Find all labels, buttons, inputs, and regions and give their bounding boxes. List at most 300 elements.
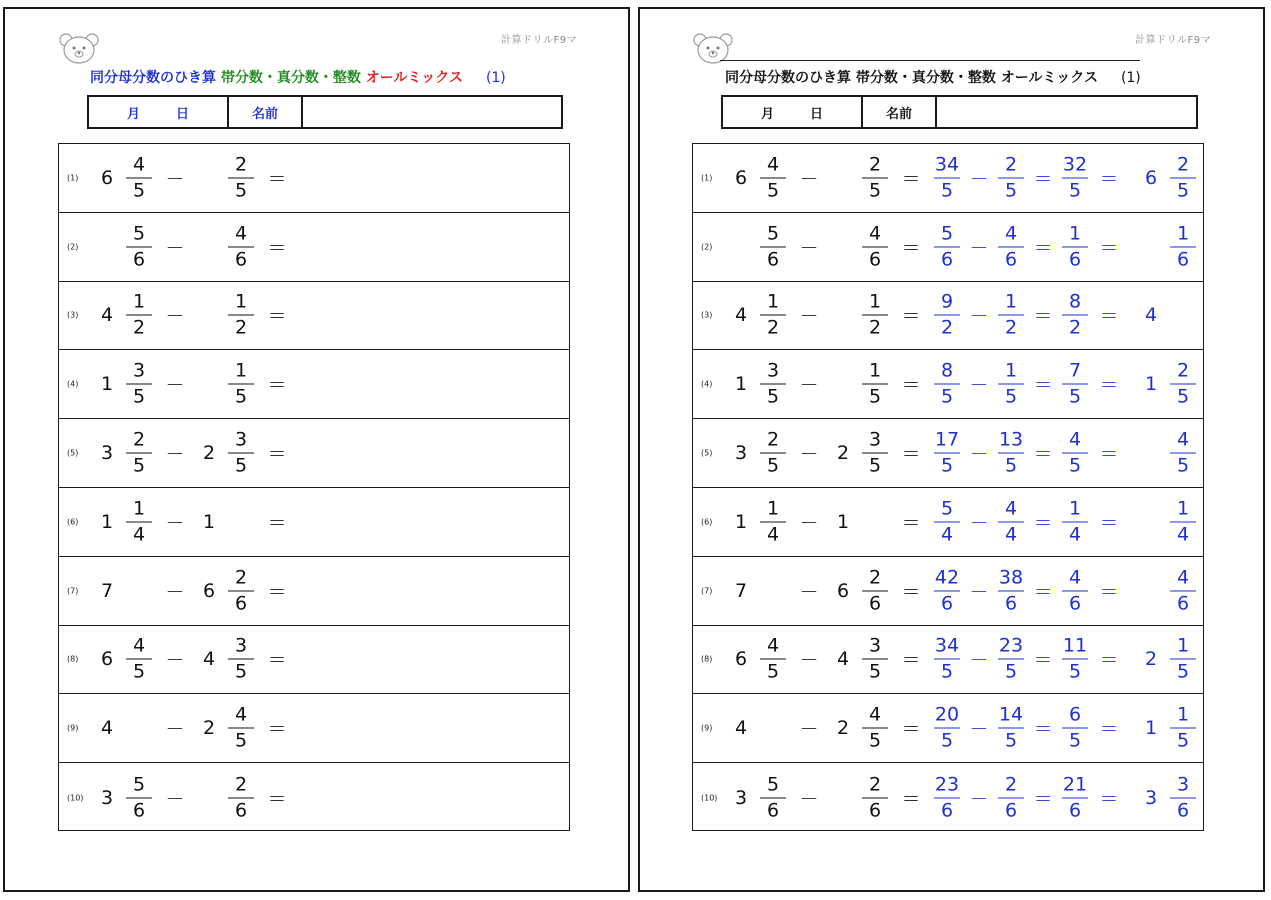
- subtrahend-fraction: [862, 222, 888, 271]
- result-equals-sign: ＝: [1099, 581, 1119, 604]
- improper-subtrahend-numerator: 23: [998, 635, 1024, 660]
- subtrahend-fraction-numerator: 1: [862, 291, 888, 316]
- title-part1: 同分母分数のひき算: [725, 70, 851, 86]
- improper-minuend-numerator: 8: [934, 360, 960, 385]
- improper-minuend: [934, 429, 960, 478]
- improper-subtrahend-denominator: 5: [1004, 660, 1018, 683]
- subtrahend-whole: 4: [836, 648, 850, 671]
- subtrahend-whole: 1: [202, 510, 216, 533]
- problem-number: (7): [67, 586, 79, 596]
- minuend-fraction-denominator: 5: [132, 385, 146, 408]
- minus-sign: －: [165, 443, 185, 466]
- difference-fraction-denominator: 6: [1068, 799, 1082, 822]
- problem-row: [59, 419, 569, 488]
- answer-row: [693, 282, 1203, 351]
- improper-subtrahend-denominator: 2: [1004, 316, 1018, 339]
- improper-subtrahend: [998, 704, 1024, 753]
- difference-fraction-numerator: 4: [1062, 566, 1088, 591]
- day-label: 日: [810, 106, 824, 122]
- subtrahend-fraction: [862, 773, 888, 822]
- minuend-fraction-numerator: 2: [126, 429, 152, 454]
- equals-sign: ＝: [267, 237, 287, 260]
- problem-number: (1): [701, 173, 713, 183]
- name-date-box: [721, 95, 1198, 129]
- difference-fraction-denominator: 2: [1068, 316, 1082, 339]
- answer-fraction-numerator: 2: [1170, 153, 1196, 178]
- minuend-whole: 3: [734, 442, 748, 465]
- answer-fraction-numerator: 1: [1170, 704, 1196, 729]
- equals-sign: ＝: [901, 649, 921, 672]
- improper-subtrahend: [998, 773, 1024, 822]
- subtrahend-fraction-denominator: 5: [234, 454, 248, 477]
- name-label: 名前: [863, 97, 937, 127]
- subtrahend-fraction: [228, 635, 254, 684]
- subtrahend-fraction: [228, 773, 254, 822]
- minuend-fraction: [126, 360, 152, 409]
- subtrahend-fraction-denominator: 6: [868, 592, 882, 615]
- answer-sheet: [638, 7, 1265, 892]
- answer-row: [693, 694, 1203, 763]
- subtrahend-fraction: [862, 429, 888, 478]
- title-divider: [720, 60, 1140, 61]
- improper-subtrahend-numerator: 14: [998, 704, 1024, 729]
- minuend-whole: 3: [100, 442, 114, 465]
- subtrahend-fraction-numerator: 2: [228, 566, 254, 591]
- answer-fraction: [1170, 360, 1196, 409]
- minuend-fraction-numerator: 5: [126, 773, 152, 798]
- minuend-fraction: [126, 291, 152, 340]
- minuend-whole: 6: [100, 648, 114, 671]
- worksheet-title: [90, 67, 506, 87]
- subtrahend-whole: 2: [836, 442, 850, 465]
- minus-sign: －: [799, 374, 819, 397]
- step-equals-sign: ＝: [1033, 443, 1053, 466]
- answer-fraction-numerator: 2: [1170, 360, 1196, 385]
- improper-subtrahend-numerator: 1: [998, 360, 1024, 385]
- difference-fraction-numerator: 7: [1062, 360, 1088, 385]
- difference-fraction-numerator: 21: [1062, 773, 1088, 798]
- minuend-fraction-denominator: 5: [766, 454, 780, 477]
- result-equals-sign: ＝: [1099, 374, 1119, 397]
- improper-minuend-denominator: 5: [940, 179, 954, 202]
- equals-sign: ＝: [901, 237, 921, 260]
- problem-number: (3): [67, 310, 79, 320]
- problem-number: (4): [701, 379, 713, 389]
- equals-sign: ＝: [901, 374, 921, 397]
- improper-minuend-denominator: 6: [940, 799, 954, 822]
- subtrahend-fraction: [862, 153, 888, 202]
- minuend-fraction-numerator: 5: [760, 222, 786, 247]
- minuend-fraction-denominator: 6: [766, 248, 780, 271]
- improper-minuend-numerator: 34: [934, 635, 960, 660]
- improper-subtrahend-numerator: 1: [998, 291, 1024, 316]
- answer-fraction-denominator: 5: [1176, 385, 1190, 408]
- step-minus-sign: －: [969, 718, 989, 741]
- answer-row: [693, 488, 1203, 557]
- minuend-fraction-denominator: 6: [132, 799, 146, 822]
- answer-fraction-denominator: 5: [1176, 729, 1190, 752]
- subtrahend-fraction: [228, 222, 254, 271]
- minuend-whole: 4: [734, 304, 748, 327]
- difference-fraction: [1062, 360, 1088, 409]
- problem-row: [59, 488, 569, 557]
- answer-whole: 1: [1144, 373, 1158, 396]
- step-minus-sign: －: [969, 649, 989, 672]
- answer-fraction: [1170, 429, 1196, 478]
- subtrahend-fraction-numerator: 1: [228, 291, 254, 316]
- subtrahend-fraction-denominator: 5: [234, 385, 248, 408]
- minus-sign: －: [165, 788, 185, 811]
- problem-number: (5): [67, 448, 79, 458]
- difference-fraction-numerator: 8: [1062, 291, 1088, 316]
- subtrahend-fraction: [228, 360, 254, 409]
- minuend-fraction: [126, 773, 152, 822]
- improper-subtrahend: [998, 222, 1024, 271]
- minuend-fraction: [760, 291, 786, 340]
- improper-subtrahend-denominator: 6: [1004, 248, 1018, 271]
- minuend-fraction: [760, 429, 786, 478]
- answer-row: [693, 557, 1203, 626]
- improper-minuend-denominator: 2: [940, 316, 954, 339]
- title-part2: 帯分数・真分数・整数: [220, 70, 361, 86]
- answer-fraction-numerator: 3: [1170, 773, 1196, 798]
- equals-sign: ＝: [901, 305, 921, 328]
- improper-minuend-numerator: 20: [934, 704, 960, 729]
- difference-fraction-denominator: 6: [1068, 248, 1082, 271]
- minus-sign: －: [799, 649, 819, 672]
- subtrahend-fraction: [862, 704, 888, 753]
- minuend-whole: 3: [100, 786, 114, 809]
- name-field[interactable]: [937, 97, 1196, 127]
- title-part3: オールミックス: [365, 70, 464, 86]
- step-minus-sign: －: [969, 512, 989, 535]
- minus-sign: －: [165, 512, 185, 535]
- difference-fraction-denominator: 6: [1068, 592, 1082, 615]
- improper-subtrahend-denominator: 5: [1004, 729, 1018, 752]
- answer-fraction: [1170, 497, 1196, 546]
- subtrahend-fraction: [862, 291, 888, 340]
- step-equals-sign: ＝: [1033, 512, 1053, 535]
- subtrahend-fraction-denominator: 6: [234, 592, 248, 615]
- problem-row: [59, 144, 569, 213]
- minus-sign: －: [799, 443, 819, 466]
- improper-minuend-denominator: 5: [940, 454, 954, 477]
- answer-row: [693, 213, 1203, 282]
- minuend-fraction: [760, 153, 786, 202]
- difference-fraction: [1062, 291, 1088, 340]
- problem-number: (2): [701, 242, 713, 252]
- minuend-fraction-numerator: 5: [760, 773, 786, 798]
- step-equals-sign: ＝: [1033, 168, 1053, 191]
- minuend-fraction-denominator: 5: [132, 660, 146, 683]
- step-minus-sign: －: [969, 374, 989, 397]
- subtrahend-fraction: [862, 635, 888, 684]
- improper-subtrahend-numerator: 4: [998, 222, 1024, 247]
- minus-sign: －: [165, 581, 185, 604]
- minuend-fraction-numerator: 5: [126, 222, 152, 247]
- improper-minuend-denominator: 5: [940, 660, 954, 683]
- minus-sign: －: [799, 168, 819, 191]
- step-equals-sign: ＝: [1033, 237, 1053, 260]
- problem-row: [59, 350, 569, 419]
- subtrahend-fraction-numerator: 4: [228, 704, 254, 729]
- improper-subtrahend: [998, 291, 1024, 340]
- title-number: (1): [485, 70, 506, 86]
- month-label: 月: [126, 106, 140, 122]
- minuend-fraction-denominator: 5: [766, 385, 780, 408]
- improper-minuend-denominator: 4: [940, 523, 954, 546]
- difference-fraction-numerator: 32: [1062, 153, 1088, 178]
- difference-fraction: [1062, 566, 1088, 615]
- equals-sign: ＝: [901, 788, 921, 811]
- answer-fraction-numerator: 1: [1170, 497, 1196, 522]
- step-minus-sign: －: [969, 305, 989, 328]
- answer-fraction: [1170, 222, 1196, 271]
- minuend-fraction-denominator: 5: [132, 454, 146, 477]
- subtrahend-fraction-denominator: 5: [868, 454, 882, 477]
- problem-row: [59, 626, 569, 695]
- minus-sign: －: [165, 374, 185, 397]
- answer-row: [693, 763, 1203, 832]
- step-equals-sign: ＝: [1033, 305, 1053, 328]
- subtrahend-fraction-numerator: 2: [228, 773, 254, 798]
- equals-sign: ＝: [267, 512, 287, 535]
- answer-fraction-denominator: 5: [1176, 454, 1190, 477]
- minuend-whole: 4: [100, 717, 114, 740]
- minus-sign: －: [165, 305, 185, 328]
- subtrahend-fraction-numerator: 2: [862, 566, 888, 591]
- brand-label: 計算ドリルF9マ: [1135, 35, 1212, 46]
- bear-logo-icon: [58, 31, 100, 65]
- result-equals-sign: ＝: [1099, 168, 1119, 191]
- step-minus-sign: －: [969, 788, 989, 811]
- answer-fraction-denominator: 4: [1176, 523, 1190, 546]
- problem-number: (3): [701, 310, 713, 320]
- problem-row: [59, 763, 569, 832]
- improper-minuend-denominator: 6: [940, 248, 954, 271]
- answer-row: [693, 626, 1203, 695]
- step-equals-sign: ＝: [1033, 581, 1053, 604]
- minuend-whole: 1: [100, 510, 114, 533]
- subtrahend-fraction-numerator: 2: [862, 773, 888, 798]
- minuend-fraction: [126, 153, 152, 202]
- answer-fraction-numerator: 1: [1170, 635, 1196, 660]
- minuend-fraction: [760, 497, 786, 546]
- improper-minuend-denominator: 6: [940, 592, 954, 615]
- step-equals-sign: ＝: [1033, 649, 1053, 672]
- answer-fraction-denominator: 6: [1176, 592, 1190, 615]
- improper-minuend-numerator: 42: [934, 566, 960, 591]
- improper-subtrahend-denominator: 6: [1004, 592, 1018, 615]
- subtrahend-fraction-numerator: 3: [862, 429, 888, 454]
- minuend-fraction-denominator: 2: [132, 316, 146, 339]
- problem-sheet: [3, 7, 630, 892]
- difference-fraction-numerator: 11: [1062, 635, 1088, 660]
- problem-list: [58, 143, 570, 831]
- title-part2: 帯分数・真分数・整数: [855, 70, 996, 86]
- problem-number: (1): [67, 173, 79, 183]
- minuend-fraction-denominator: 5: [766, 660, 780, 683]
- minuend-fraction-numerator: 3: [760, 360, 786, 385]
- equals-sign: ＝: [267, 649, 287, 672]
- difference-fraction-denominator: 5: [1068, 179, 1082, 202]
- subtrahend-fraction-denominator: 6: [868, 799, 882, 822]
- difference-fraction: [1062, 222, 1088, 271]
- title-number: (1): [1120, 70, 1141, 86]
- subtrahend-fraction: [228, 429, 254, 478]
- answer-list: [692, 143, 1204, 831]
- month-label: 月: [760, 106, 774, 122]
- minuend-fraction-denominator: 4: [132, 523, 146, 546]
- equals-sign: ＝: [267, 168, 287, 191]
- subtrahend-fraction-numerator: 3: [228, 635, 254, 660]
- minus-sign: －: [165, 649, 185, 672]
- improper-minuend: [934, 704, 960, 753]
- problem-number: (6): [701, 517, 713, 527]
- subtrahend-whole: 6: [202, 579, 216, 602]
- subtrahend-whole: 2: [202, 717, 216, 740]
- minuend-fraction-numerator: 1: [760, 291, 786, 316]
- improper-subtrahend: [998, 497, 1024, 546]
- subtrahend-fraction-numerator: 1: [862, 360, 888, 385]
- subtrahend-fraction-denominator: 6: [234, 799, 248, 822]
- improper-minuend: [934, 566, 960, 615]
- minuend-whole: 3: [734, 786, 748, 809]
- problem-number: (2): [67, 242, 79, 252]
- minuend-fraction: [126, 429, 152, 478]
- difference-fraction: [1062, 429, 1088, 478]
- subtrahend-fraction: [228, 291, 254, 340]
- answer-whole: 1: [1144, 717, 1158, 740]
- difference-fraction-denominator: 5: [1068, 454, 1082, 477]
- minuend-fraction: [126, 222, 152, 271]
- minuend-fraction-numerator: 3: [126, 360, 152, 385]
- minus-sign: －: [165, 168, 185, 191]
- minuend-fraction-denominator: 5: [132, 179, 146, 202]
- subtrahend-fraction: [228, 153, 254, 202]
- minus-sign: －: [799, 305, 819, 328]
- equals-sign: ＝: [267, 374, 287, 397]
- problem-number: (9): [67, 723, 79, 733]
- improper-minuend: [934, 635, 960, 684]
- answer-fraction: [1170, 704, 1196, 753]
- subtrahend-fraction-numerator: 4: [228, 222, 254, 247]
- subtrahend-whole: 2: [836, 717, 850, 740]
- subtrahend-fraction-numerator: 4: [862, 222, 888, 247]
- improper-minuend: [934, 291, 960, 340]
- subtrahend-fraction-denominator: 5: [234, 179, 248, 202]
- subtrahend-fraction-denominator: 5: [234, 660, 248, 683]
- result-equals-sign: ＝: [1099, 237, 1119, 260]
- improper-minuend-numerator: 5: [934, 497, 960, 522]
- subtrahend-fraction-denominator: 5: [868, 385, 882, 408]
- name-label: 名前: [229, 97, 303, 127]
- result-equals-sign: ＝: [1099, 788, 1119, 811]
- minuend-whole: 6: [734, 648, 748, 671]
- minuend-fraction-denominator: 5: [766, 179, 780, 202]
- step-equals-sign: ＝: [1033, 788, 1053, 811]
- difference-fraction-denominator: 4: [1068, 523, 1082, 546]
- name-date-box: [87, 95, 563, 129]
- result-equals-sign: ＝: [1099, 305, 1119, 328]
- subtrahend-fraction: [228, 704, 254, 753]
- worksheet-title: [725, 67, 1141, 87]
- improper-minuend-numerator: 23: [934, 773, 960, 798]
- step-minus-sign: －: [969, 581, 989, 604]
- equals-sign: ＝: [267, 718, 287, 741]
- answer-fraction-numerator: 4: [1170, 429, 1196, 454]
- improper-subtrahend: [998, 360, 1024, 409]
- improper-subtrahend-denominator: 5: [1004, 179, 1018, 202]
- subtrahend-whole: 1: [836, 510, 850, 533]
- minuend-fraction: [760, 635, 786, 684]
- minuend-fraction-numerator: 4: [760, 153, 786, 178]
- minus-sign: －: [799, 718, 819, 741]
- answer-fraction: [1170, 773, 1196, 822]
- problem-number: (7): [701, 586, 713, 596]
- name-field[interactable]: [303, 97, 561, 127]
- minuend-whole: 6: [734, 166, 748, 189]
- minuend-fraction-numerator: 1: [760, 497, 786, 522]
- minuend-whole: 4: [100, 304, 114, 327]
- answer-row: [693, 350, 1203, 419]
- problem-row: [59, 282, 569, 351]
- improper-subtrahend-denominator: 4: [1004, 523, 1018, 546]
- minuend-whole: 1: [100, 373, 114, 396]
- improper-subtrahend-numerator: 2: [998, 773, 1024, 798]
- minuend-fraction-denominator: 2: [766, 316, 780, 339]
- improper-minuend: [934, 222, 960, 271]
- day-label: 日: [176, 106, 190, 122]
- minuend-fraction: [126, 497, 152, 546]
- subtrahend-fraction-numerator: 3: [228, 429, 254, 454]
- minuend-whole: 1: [734, 510, 748, 533]
- difference-fraction-denominator: 5: [1068, 660, 1082, 683]
- subtrahend-fraction-numerator: 2: [228, 153, 254, 178]
- minus-sign: －: [799, 512, 819, 535]
- minuend-whole: 1: [734, 373, 748, 396]
- step-minus-sign: －: [969, 168, 989, 191]
- date-field[interactable]: [723, 97, 863, 127]
- improper-minuend: [934, 497, 960, 546]
- improper-minuend-numerator: 9: [934, 291, 960, 316]
- step-minus-sign: －: [969, 237, 989, 260]
- minus-sign: －: [165, 237, 185, 260]
- subtrahend-fraction: [862, 360, 888, 409]
- improper-minuend-numerator: 5: [934, 222, 960, 247]
- answer-whole: 2: [1144, 648, 1158, 671]
- difference-fraction: [1062, 704, 1088, 753]
- problem-number: (5): [701, 448, 713, 458]
- difference-fraction: [1062, 635, 1088, 684]
- subtrahend-fraction-denominator: 2: [868, 316, 882, 339]
- date-field[interactable]: [89, 97, 229, 127]
- minuend-fraction-numerator: 4: [126, 153, 152, 178]
- problem-number: (8): [67, 654, 79, 664]
- minuend-fraction-denominator: 6: [766, 799, 780, 822]
- problem-number: (8): [701, 654, 713, 664]
- subtrahend-whole: 4: [202, 648, 216, 671]
- equals-sign: ＝: [267, 305, 287, 328]
- result-equals-sign: ＝: [1099, 649, 1119, 672]
- difference-fraction: [1062, 153, 1088, 202]
- minuend-whole: 4: [734, 717, 748, 740]
- minus-sign: －: [799, 581, 819, 604]
- difference-fraction-denominator: 5: [1068, 729, 1082, 752]
- improper-minuend: [934, 773, 960, 822]
- result-equals-sign: ＝: [1099, 512, 1119, 535]
- result-equals-sign: ＝: [1099, 443, 1119, 466]
